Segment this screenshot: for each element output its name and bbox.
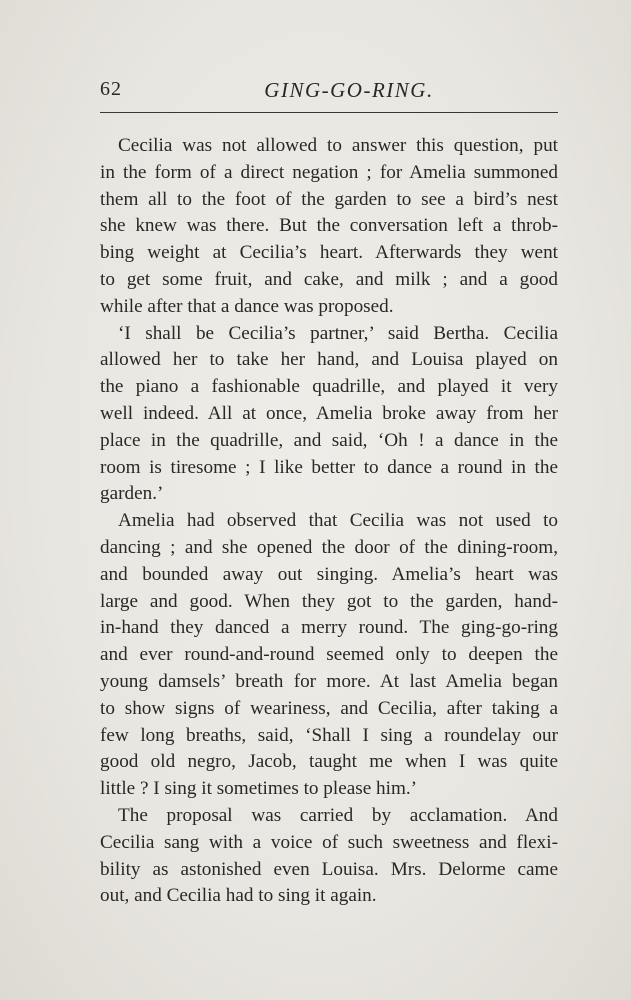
header-rule	[100, 112, 558, 113]
text-line: good old negro, Jacob, taught me when I was quite	[100, 751, 558, 773]
running-head: GING-GO-RING.	[264, 78, 434, 102]
text-line: Cecilia sang with a voice of such sweetness and flexi-	[100, 831, 558, 853]
text-line: out, and Cecilia had to sing it again.	[100, 885, 377, 907]
text-line: Amelia had observed that Cecilia was not used to	[118, 510, 558, 532]
text-line: garden.’	[100, 483, 164, 505]
text-line: in the form of a direct negation ; for Amelia summoned	[100, 161, 558, 183]
text-line: allowed her to take her hand, and Louisa played on	[100, 349, 558, 371]
text-line: large and good. When they got to the garden, hand-	[100, 590, 558, 612]
body-text	[100, 133, 558, 910]
text-line: The proposal was carried by acclamation. And	[118, 804, 558, 826]
text-line: few long breaths, said, ‘Shall I sing a roundelay our	[100, 724, 558, 746]
text-line: in-hand they danced a merry round. The ging-go-ring	[100, 617, 558, 639]
text-line: bing weight at Cecilia’s heart. Afterwards they went	[100, 242, 558, 264]
text-line: them all to the foot of the garden to see a bird’s nest	[100, 188, 558, 210]
text-line: bility as astonished even Louisa. Mrs. Delorme came	[100, 858, 558, 880]
text-line: place in the quadrille, and said, ‘Oh ! a dance in the	[100, 429, 558, 451]
text-line: to get some fruit, and cake, and milk ; and a good	[100, 268, 558, 290]
text-line: well indeed. All at once, Amelia broke away from her	[100, 402, 558, 424]
text-line: dancing ; and she opened the door of the dining-room,	[100, 536, 558, 558]
page-header	[100, 78, 558, 108]
text-line: she knew was there. But the conversation left a throb-	[100, 215, 558, 237]
text-line: the piano a fashionable quadrille, and played it very	[100, 376, 558, 398]
text-line: little ? I sing it sometimes to please him.’	[100, 778, 418, 800]
text-line: room is tiresome ; I like better to dance a round in the	[100, 456, 558, 478]
text-line: ‘I shall be Cecilia’s partner,’ said Bertha. Cecilia	[118, 322, 558, 344]
text-line: and ever round-and-round seemed only to deepen the	[100, 644, 558, 666]
text-line: young damsels’ breath for more. At last Amelia began	[100, 670, 558, 692]
text-line: while after that a dance was proposed.	[100, 295, 394, 317]
text-line: and bounded away out singing. Amelia’s heart was	[100, 563, 558, 585]
text-line: Cecilia was not allowed to answer this question, put	[118, 135, 558, 156]
page-number: 62	[100, 78, 122, 100]
text-line: to show signs of weariness, and Cecilia, after taking a	[100, 697, 558, 719]
